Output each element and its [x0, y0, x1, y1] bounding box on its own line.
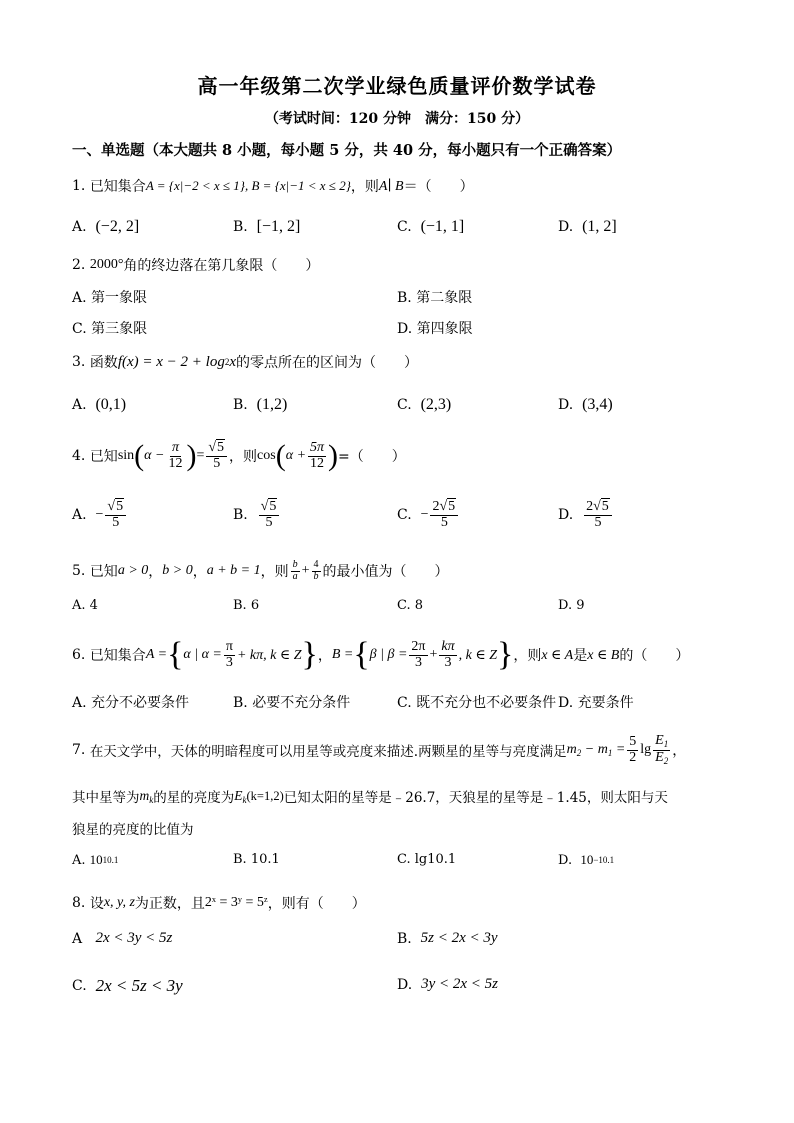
q2-option-b: B. 第二象限 — [397, 290, 473, 306]
q4-option-c: C. − $\frac{2√5}{5}$ — [397, 500, 460, 530]
q3-post: 的零点所在的区间为（ ） — [236, 355, 418, 371]
q8-number: 8. — [72, 895, 86, 911]
q7-ek: $E_k$ — [234, 787, 247, 805]
q8-tail: ，则有（ ） — [267, 896, 366, 912]
q6-brace-open: { — [167, 636, 184, 673]
exam-subtitle: （考试时间：120 分钟 满分：150 分） — [264, 111, 530, 127]
q6-kz: , k ∈ Z — [458, 647, 498, 663]
q6-frac-pi-3: $\frac{\pi}{3}$ — [225, 638, 233, 670]
q3-var: x — [229, 353, 236, 370]
q3-number: 3. — [72, 354, 86, 370]
q5-number: 5. — [72, 563, 86, 579]
q7-frac-5-2: $\frac{5}{2}$ — [629, 733, 637, 765]
q6-brace-close-2: } — [497, 636, 514, 673]
q4-pre: 已知 — [89, 449, 118, 465]
q4-option-a: A. − $\frac{√5}{5}$ — [72, 500, 128, 530]
q8-vars: x, y, z — [103, 895, 135, 910]
q2-text: 角的终边落在第几象限（ ） — [123, 258, 320, 274]
q5-option-d: D. 9 — [558, 598, 585, 613]
q4-mid: ，则 — [229, 449, 258, 465]
q8-option-a: A 2x < 3y < 5z — [72, 930, 173, 947]
q7-lg: lg — [640, 742, 652, 757]
q4-number: 4. — [72, 448, 86, 464]
q7-text-2a: 其中星等为 — [72, 790, 140, 806]
q8-option-d: D. 3y < 2x < 5z — [397, 976, 498, 993]
q8-mid: 为正数，且 — [134, 896, 205, 912]
q4-alpha-plus: α + — [285, 448, 307, 463]
q6-set-b-name: B = — [331, 647, 354, 662]
q5-cond-a: a > 0 — [117, 563, 149, 578]
q7-option-b: B. 10.1 — [233, 852, 280, 867]
q7-k-condition: (k=1,2) — [246, 788, 284, 803]
q2-angle: 2000° — [89, 257, 124, 272]
q4-frac-sqrt5-5: $\frac{√5}{5}$ — [206, 441, 227, 471]
q7-option-a: A. 10 10.1 — [72, 852, 119, 868]
q4-paren-close-2: ) — [328, 439, 339, 472]
q5-option-a: A. 4 — [72, 598, 98, 613]
q6-pre: 已知集合 — [89, 648, 146, 664]
q3-function: f(x) = x − 2 + log — [117, 353, 225, 370]
q3-option-a: A. (0,1) — [72, 396, 127, 413]
q3-option-b: B. (1,2) — [233, 396, 288, 413]
q1-number: 1. — [72, 178, 86, 194]
q7-text-1: 在天文学中，天体的明暗程度可以用星等或亮度来描述.两颗星的星等与亮度满足 — [89, 744, 567, 760]
q7-number: 7. — [72, 742, 86, 758]
q4-option-d: D. $\frac{2√5}{5}$ — [558, 500, 614, 530]
q4-sin: sin — [117, 448, 135, 463]
q6-alpha-part: α | α = — [183, 647, 222, 662]
q5-cond-sum: a + b = 1 — [206, 563, 261, 578]
q6-is: 是 — [573, 648, 588, 664]
q2-number: 2. — [72, 257, 86, 273]
q5-frac-4-b: $\frac{4}{b}$ — [313, 559, 319, 582]
q1-sets: A = {x|−2 < x ≤ 1}, B = {x|−1 < x ≤ 2} — [145, 178, 351, 193]
question-6: 6. 已知集合 A = { α | α = $\frac{\pi}{3}$ + kπ, k ∈ Z } ， B = { β | β = $\frac{2\pi}{3}$ + $\frac{k\pi}{3}$ , k ∈ Z } ，则 x ∈ A 是 x ∈ B 的（ ） — [72, 636, 690, 673]
q1-expr: A∣ B — [378, 178, 404, 194]
q8-option-c: C. 2x < 5z < 3y — [72, 976, 183, 995]
q8-option-b: B. 5z < 2x < 3y — [397, 930, 498, 947]
q6-option-b: B. 必要不充分条件 — [233, 695, 351, 711]
q3-log-base: 2 — [224, 357, 230, 367]
q4-paren-close: ) — [186, 439, 197, 472]
q7-option-c: C. lg10.1 — [397, 852, 457, 867]
q4-alpha-minus: α − — [144, 448, 165, 463]
q6-option-c: C. 既不充分也不必要条件 — [397, 695, 557, 711]
q6-number: 6. — [72, 647, 86, 663]
q7-text-2c: 已知太阳的星等是﹣26.7，天狼星的星等是﹣1.45，则太阳与天 — [283, 790, 668, 806]
q6-brace-open-2: { — [353, 636, 370, 673]
q5-post: 的最小值为（ ） — [322, 564, 449, 580]
q4-paren-open-2: ( — [275, 439, 286, 472]
q4-frac-5pi-12: $\frac{5\pi}{12}$ — [310, 439, 325, 471]
q3-option-d: D. (3,4) — [558, 396, 613, 413]
q7-text-2b: 的星的亮度为 — [153, 790, 235, 806]
q3-pre: 函数 — [89, 355, 118, 371]
q5-option-c: C. 8 — [397, 598, 424, 613]
question-2 — [72, 255, 319, 275]
q8-equation: 2ˣ = 3ʸ = 5ᶻ — [204, 895, 268, 910]
q5-frac-b-a: $\frac{b}{a}$ — [292, 559, 298, 582]
q4-paren-open: ( — [134, 439, 145, 472]
q6-set-a-name: A = — [145, 647, 168, 662]
q1-option-b: B. [−1, 2] — [233, 218, 301, 235]
question-7-line-3: 狼星的亮度的比值为 — [72, 822, 194, 838]
q6-mid: ，则 — [513, 648, 542, 664]
question-5: 5. 已知 a > 0 ， b > 0 ， a + b = 1 ，则 $\frac{b}{a}$ + $\frac{4}{b}$ 的最小值为（ ） — [72, 559, 449, 582]
section-heading: 一、单选题（本大题共 8 小题，每小题 5 分，共 40 分，每小题只有一个正确答案） — [72, 142, 622, 159]
q1-then: ，则 — [350, 179, 379, 195]
q6-x-in-a: x ∈ A — [541, 647, 574, 663]
q4-cos: cos — [257, 448, 276, 463]
q1-option-a: A. (−2, 2] — [72, 218, 140, 235]
q6-brace-close: } — [301, 636, 318, 673]
q7-option-d: D. 10 −10.1 — [558, 852, 615, 868]
question-1 — [72, 176, 474, 196]
q6-tail: 的（ ） — [619, 648, 690, 664]
q6-option-a: A. 充分不必要条件 — [72, 695, 190, 711]
q2-option-c: C. 第三象限 — [72, 321, 148, 337]
q2-option-d: D. 第四象限 — [397, 321, 473, 337]
question-3 — [72, 352, 418, 372]
q6-frac-kpi-3: $\frac{k\pi}{3}$ — [441, 638, 455, 670]
q5-then: ，则 — [260, 564, 289, 580]
q4-tail: =（ ） — [338, 449, 406, 465]
q2-option-a: A. 第一象限 — [72, 290, 148, 306]
q4-option-b: B. $\frac{√5}{5}$ — [233, 500, 281, 530]
q6-x-in-b: x ∈ B — [587, 647, 620, 663]
q7-mk: $m_k$ — [139, 787, 154, 805]
q1-tail: ＝（ ） — [403, 179, 474, 195]
q6-frac-2pi-3: $\frac{2\pi}{3}$ — [411, 638, 426, 670]
q7-formula: $m_2 - m_1$ = — [566, 742, 626, 758]
q1-option-d: D. (1, 2] — [558, 218, 617, 235]
question-4 — [72, 434, 406, 478]
question-8 — [72, 893, 366, 913]
q4-frac-pi-12: $\frac{\pi}{12}$ — [168, 439, 183, 471]
q6-kpi: + kπ, k ∈ Z — [236, 647, 302, 663]
q5-pre: 已知 — [89, 564, 118, 580]
q3-option-c: C. (2,3) — [397, 396, 452, 413]
q5-option-b: B. 6 — [233, 598, 260, 613]
question-7-line-1 — [72, 728, 686, 772]
q6-plus: + — [429, 647, 438, 662]
q7-frac-e1-e2: $\frac{E_1}{E_2}$ — [655, 733, 669, 766]
question-7-line-2 — [72, 786, 668, 806]
q6-option-d: D. 充要条件 — [558, 695, 634, 711]
q1-text: 已知集合 — [89, 179, 146, 195]
q8-pre: 设 — [89, 896, 104, 912]
q6-beta-part: β | β = — [369, 647, 408, 662]
exam-title: 高一年级第二次学业绿色质量评价数学试卷 — [197, 74, 597, 98]
q7-comma: ， — [672, 743, 687, 759]
q5-cond-b: b > 0 — [162, 563, 193, 578]
q4-eq: = — [196, 448, 205, 463]
q1-option-c: C. (−1, 1] — [397, 218, 465, 235]
q5-plus: + — [301, 563, 310, 578]
